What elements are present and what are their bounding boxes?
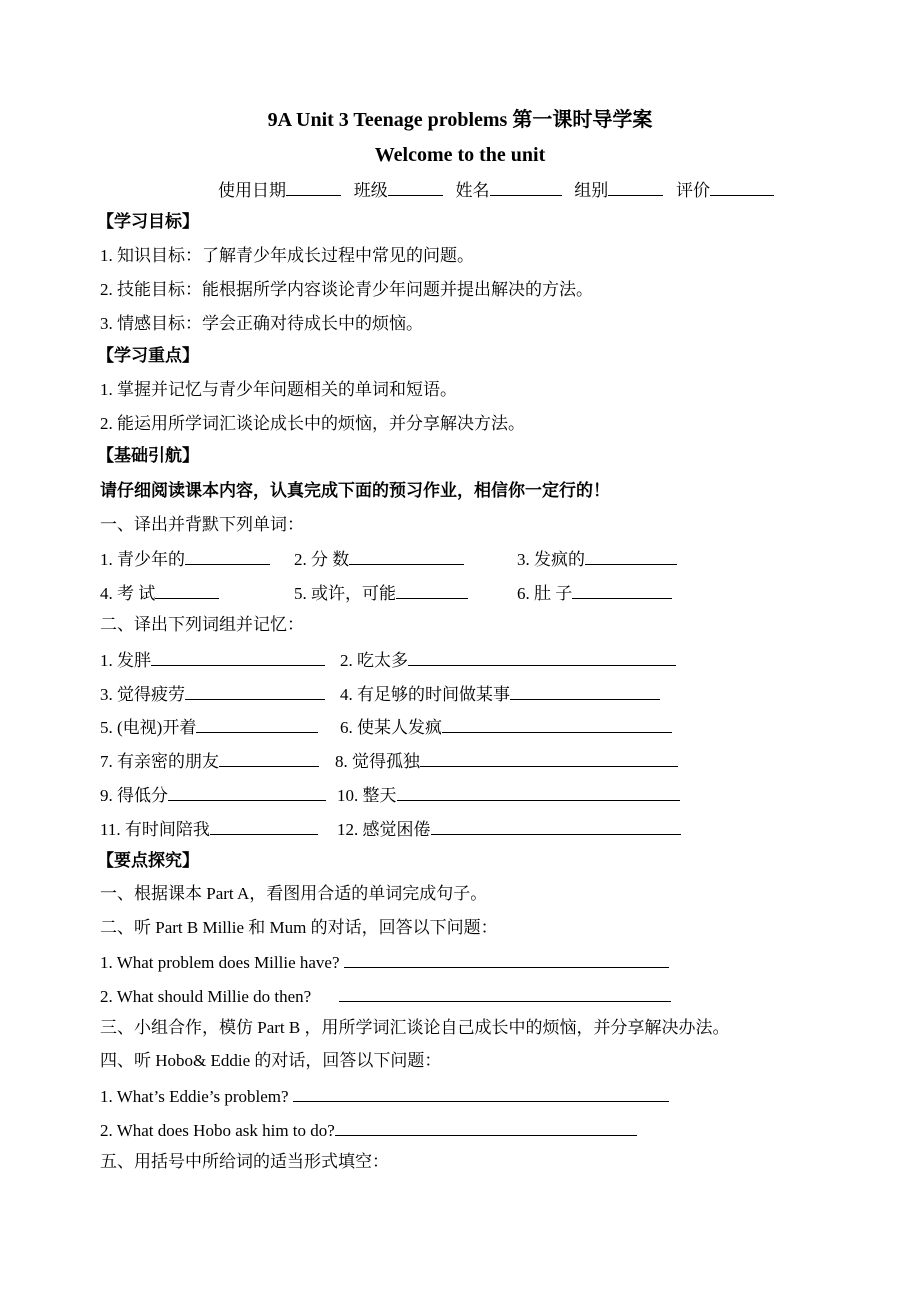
- word-item-6: 6. 肚 子: [517, 581, 672, 605]
- goal-item-1: 1. 知识目标：了解青少年成长过程中常见的问题。: [100, 246, 474, 265]
- explore-task-2: 二、听 Part B Millie 和 Mum 的对话，回答以下问题：: [100, 918, 498, 937]
- phrases-title: 二、译出下列词组并记忆：: [100, 615, 304, 634]
- word-item-4: 4. 考 试: [100, 581, 219, 605]
- basics-instruction: 请仔细阅读课本内容，认真完成下面的预习作业，相信你一定行的！: [100, 481, 610, 500]
- info-name-label: 姓名: [455, 181, 490, 200]
- phrase-blank-9[interactable]: [168, 783, 326, 801]
- phrase-item-3: 3. 觉得疲劳: [100, 682, 325, 706]
- basics-heading: 【基础引航】: [97, 446, 199, 465]
- info-eval-blank[interactable]: [710, 178, 774, 196]
- explore-task-3: 三、小组合作，模仿 Part B ，用所学词汇谈论自己成长中的烦恼，并分享解决办法。: [100, 1018, 730, 1037]
- word-blank-6[interactable]: [572, 581, 672, 599]
- info-group-label: 组别: [574, 181, 609, 200]
- task4-answer-1[interactable]: [293, 1084, 669, 1102]
- phrase-blank-2[interactable]: [408, 648, 676, 666]
- word-item-3: 3. 发疯的: [517, 547, 677, 571]
- phrase-item-2: 2. 吃太多: [340, 648, 676, 672]
- explore-task-1: 一、根据课本 Part A，看图用合适的单词完成句子。: [100, 884, 488, 903]
- word-item-1: 1. 青少年的: [100, 547, 270, 571]
- phrase-item-10: 10. 整天: [337, 783, 680, 807]
- phrase-blank-5[interactable]: [196, 715, 318, 733]
- task4-question-2: 2. What does Hobo ask him to do?: [100, 1118, 637, 1142]
- page-title: 9A Unit 3 Teenage problems 第一课时导学案: [267, 109, 653, 131]
- phrase-blank-11[interactable]: [210, 817, 318, 835]
- explore-task-5: 五、用括号中所给词的适当形式填空：: [100, 1152, 389, 1171]
- phrase-blank-12[interactable]: [431, 817, 681, 835]
- focus-item-1: 1. 掌握并记忆与青少年问题相关的单词和短语。: [100, 380, 457, 399]
- phrase-item-12: 12. 感觉困倦: [337, 817, 681, 841]
- task2-question-1: 1. What problem does Millie have?: [100, 950, 669, 974]
- info-class-label: 班级: [353, 181, 388, 200]
- phrase-blank-8[interactable]: [420, 749, 678, 767]
- phrase-item-7: 7. 有亲密的朋友: [100, 749, 319, 773]
- focus-item-2: 2. 能运用所学词汇谈论成长中的烦恼，并分享解决方法。: [100, 414, 525, 433]
- goals-heading: 【学习目标】: [97, 212, 199, 231]
- word-blank-5[interactable]: [396, 581, 468, 599]
- phrase-item-8: 8. 觉得孤独: [335, 749, 678, 773]
- words-title: 一、译出并背默下列单词：: [100, 515, 304, 534]
- word-blank-2[interactable]: [349, 547, 464, 565]
- page-subtitle: Welcome to the unit: [374, 144, 546, 166]
- phrase-blank-1[interactable]: [151, 648, 325, 666]
- phrase-blank-6[interactable]: [442, 715, 672, 733]
- phrase-item-9: 9. 得低分: [100, 783, 326, 807]
- word-blank-1[interactable]: [185, 547, 270, 565]
- info-date-label: 使用日期: [218, 181, 286, 200]
- task2-question-2: 2. What should Millie do then?: [100, 984, 671, 1008]
- task4-question-1: 1. What’s Eddie’s problem?: [100, 1084, 669, 1108]
- focus-heading: 【学习重点】: [97, 346, 199, 365]
- task2-answer-1[interactable]: [344, 950, 669, 968]
- task4-answer-2[interactable]: [335, 1118, 637, 1136]
- word-item-5: 5. 或许，可能: [294, 581, 468, 605]
- info-class-blank[interactable]: [388, 178, 443, 196]
- word-item-2: 2. 分 数: [294, 547, 464, 571]
- task2-answer-2[interactable]: [339, 984, 671, 1002]
- explore-heading: 【要点探究】: [97, 851, 199, 870]
- info-name-blank[interactable]: [490, 178, 562, 196]
- word-blank-4[interactable]: [155, 581, 219, 599]
- phrase-item-5: 5. (电视)开着: [100, 715, 318, 739]
- goal-item-3: 3. 情感目标：学会正确对待成长中的烦恼。: [100, 314, 423, 333]
- explore-task-4: 四、听 Hobo& Eddie 的对话，回答以下问题：: [100, 1051, 442, 1070]
- phrase-blank-3[interactable]: [185, 682, 325, 700]
- phrase-blank-7[interactable]: [219, 749, 319, 767]
- phrase-blank-10[interactable]: [397, 783, 680, 801]
- phrase-item-6: 6. 使某人发疯: [340, 715, 672, 739]
- info-row: [218, 178, 774, 202]
- phrase-item-4: 4. 有足够的时间做某事: [340, 682, 660, 706]
- info-group-blank[interactable]: [608, 178, 663, 196]
- info-eval-label: 评价: [676, 181, 710, 200]
- info-date-blank[interactable]: [286, 178, 341, 196]
- goal-item-2: 2. 技能目标：能根据所学内容谈论青少年问题并提出解决的方法。: [100, 280, 593, 299]
- word-blank-3[interactable]: [585, 547, 677, 565]
- phrase-item-1: 1. 发胖: [100, 648, 325, 672]
- phrase-blank-4[interactable]: [510, 682, 660, 700]
- phrase-item-11: 11. 有时间陪我: [100, 817, 318, 841]
